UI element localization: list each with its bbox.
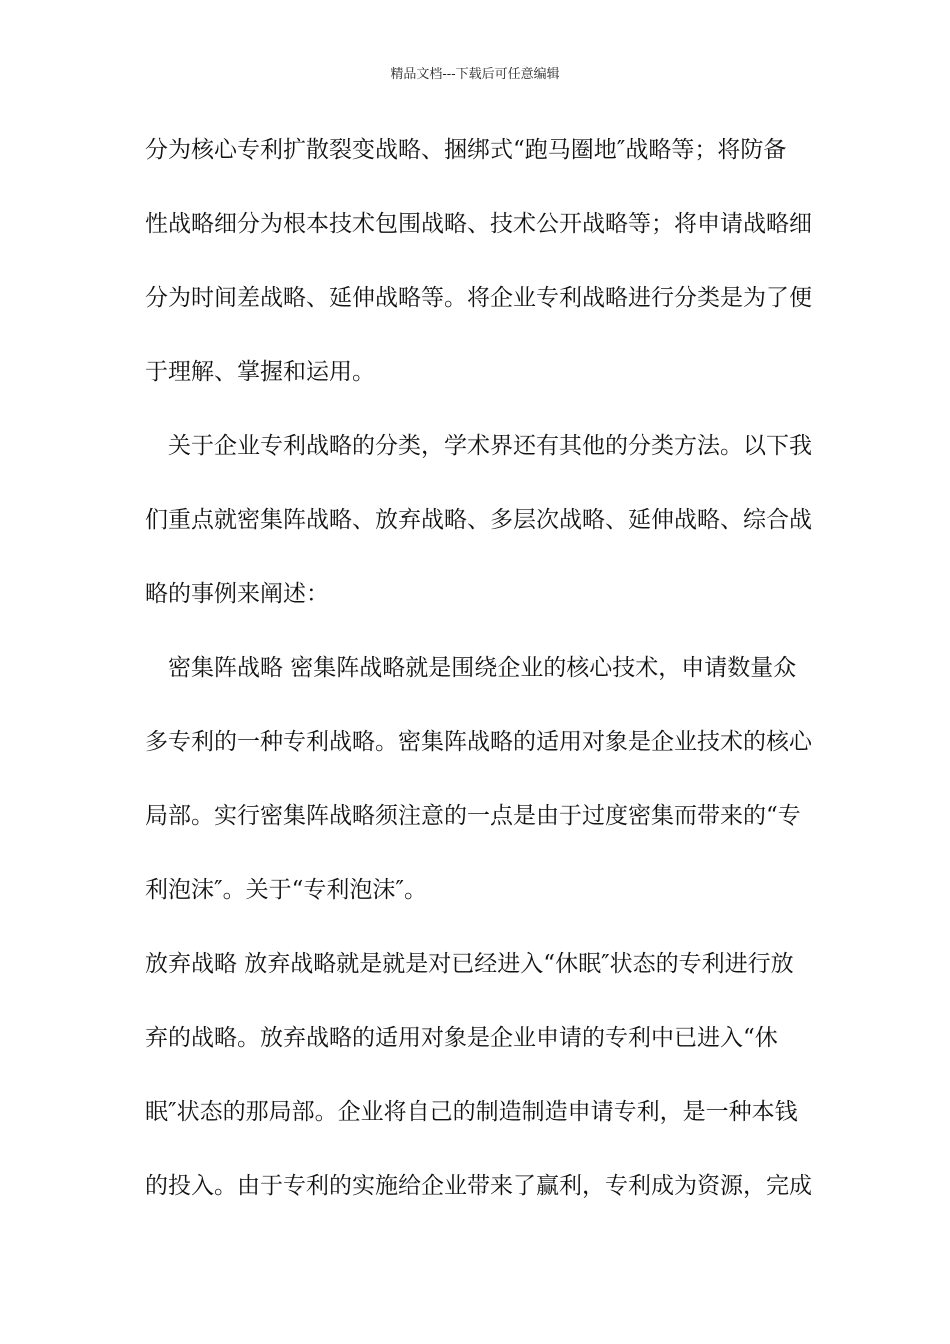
text-line: 眠″状态的那局部。企业将自己的制造制造申请专利，是一种本钱 (145, 1099, 798, 1125)
text-line: 分为时间差战略、延伸战略等。将企业专利战略进行分类是为了便 (145, 285, 812, 311)
text-line: 性战略细分为根本技术包围战略、技术公开战略等；将申请战略细 (145, 211, 812, 237)
text-line: 局部。实行密集阵战略须注意的一点是由于过度密集而带来的“专 (145, 803, 801, 829)
document-body (145, 128, 810, 1238)
text-line: 放弃战略 放弃战略就是就是对已经进入“休眠″状态的专利进行放 (145, 951, 794, 977)
text-line: 多专利的一种专利战略。密集阵战略的适用对象是企业技术的核心 (145, 729, 812, 755)
text-line: 略的事例来阐述： (145, 581, 329, 607)
text-line: 分为核心专利扩散裂变战略、捆绑式“跑马圈地″战略等；将防备 (145, 137, 787, 163)
text-line: 利泡沫″。关于“专利泡沫″。 (145, 877, 427, 903)
page-header: 精品文档---下载后可任意编辑 (390, 67, 560, 82)
text-line: 密集阵战略 密集阵战略就是围绕企业的核心技术，申请数量众 (145, 655, 797, 681)
text-line: 弃的战略。放弃战略的适用对象是企业申请的专利中已进入“休 (145, 1025, 778, 1051)
text-line: 的投入。由于专利的实施给企业带来了赢利，专利成为资源，完成 (145, 1173, 812, 1199)
text-line: 们重点就密集阵战略、放弃战略、多层次战略、延伸战略、综合战 (145, 507, 812, 533)
text-line: 关于企业专利战略的分类，学术界还有其他的分类方法。以下我 (145, 433, 812, 459)
text-line: 于理解、掌握和运用。 (145, 359, 375, 385)
